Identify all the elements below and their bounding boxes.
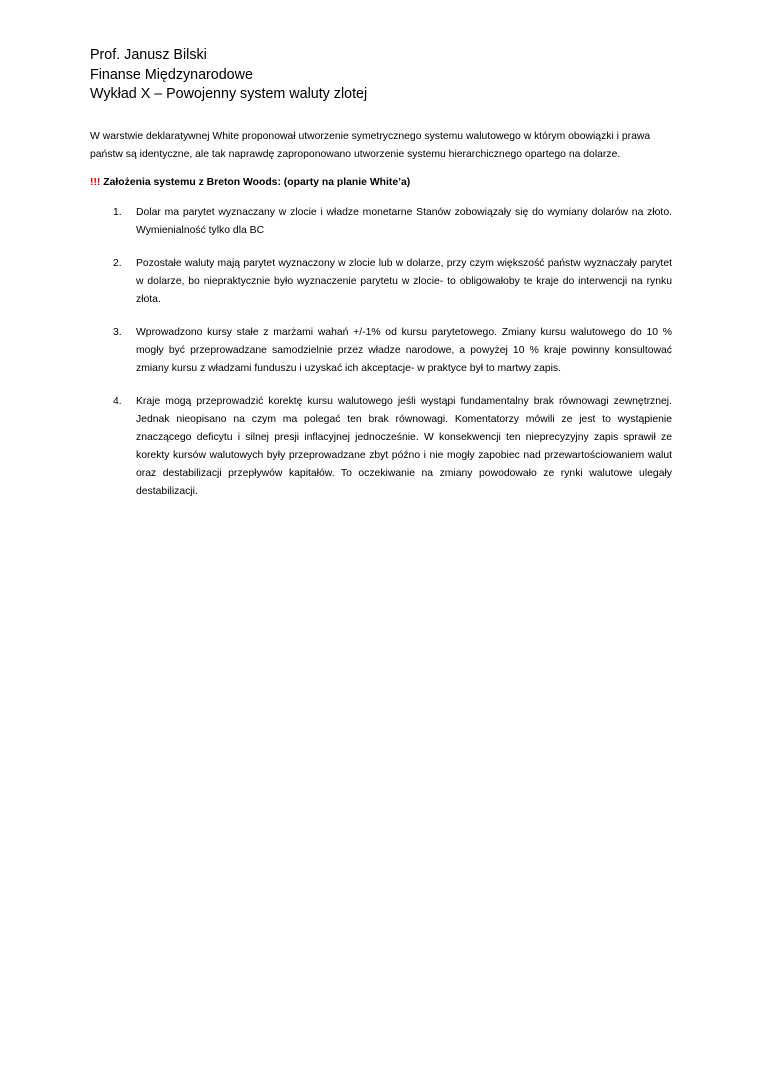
- list-item-text: Kraje mogą przeprowadzić korektę kursu walutowego jeśli wystąpi fundamentalny brak równowagi zewnętrznej. Jednak nieopisano na czym ma polegać ten brak równowagi. Komentatorzy mówili ze jest to wystąpienie znaczącego deficytu i silnej presji inflacyjnej jednocześnie. W konsekwencji ten nieprecyzyjny zapis sprawił ze korekty kursów walutowych były przeprowadzane zbyt późno i nie mogły zapobiec nad przewartościowaniem walut oraz destabilizacji przepływów kapitałów. To oczekiwanie na zmiany powodowało ze rynki walutowe ulegały destabilizacji.: [136, 396, 672, 497]
- list-item: [90, 393, 672, 501]
- lecture-title: Wykład X – Powojenny system waluty zlotej: [90, 86, 368, 102]
- course-title: Finanse Międzynarodowe: [90, 66, 253, 83]
- list-item-text: Pozostałe waluty mają parytet wyznaczony w zlocie lub w dolarze, przy czym większość państw wyznaczały parytet w dolarze, bo niepraktycznie było wyznaczenie parytetu w zlocie- to obligowałoby te kraje do interwencji na rynku złota.: [136, 258, 672, 305]
- alert-marker: !!!: [90, 177, 101, 188]
- list-item-number: 2.: [113, 258, 122, 269]
- list-item: [90, 204, 672, 240]
- assumptions-list: [90, 204, 672, 501]
- intro-paragraph: W warstwie deklaratywnej White proponował utworzenie symetrycznego systemu walutowego w którym obowiązki i prawa państw są identyczne, ale tak naprawdę zaproponowano utworzenie systemu hierarchicznego opartego na dolarze.: [90, 131, 651, 160]
- author-name: Prof. Janusz Bilski: [90, 47, 207, 63]
- document-header: [90, 46, 680, 105]
- list-item: [90, 255, 672, 309]
- list-item-number: 1.: [113, 207, 122, 218]
- list-item: [90, 324, 672, 378]
- list-item-text: Wprowadzono kursy stałe z marżami wahań +/-1% od kursu parytetowego. Zmiany kursu walutowego do 10 % mogły być przeprowadzane samodzielnie przez władze narodowe, a powyżej 10 % kraje powinny konsultować zmiany kursu z władzami funduszu i uzyskać ich akceptacje- w praktyce był to martwy zapis.: [136, 327, 672, 374]
- list-item-number: 3.: [113, 327, 122, 338]
- section-heading: [90, 175, 672, 191]
- list-item-number: 4.: [113, 396, 122, 407]
- list-item-text: Dolar ma parytet wyznaczany w zlocie i władze monetarne Stanów zobowiązały się do wymiany dolarów na złoto. Wymienialność tylko dla BC: [136, 207, 672, 236]
- section-title: Założenia systemu z Breton Woods: (oparty na planie White’a): [103, 177, 411, 188]
